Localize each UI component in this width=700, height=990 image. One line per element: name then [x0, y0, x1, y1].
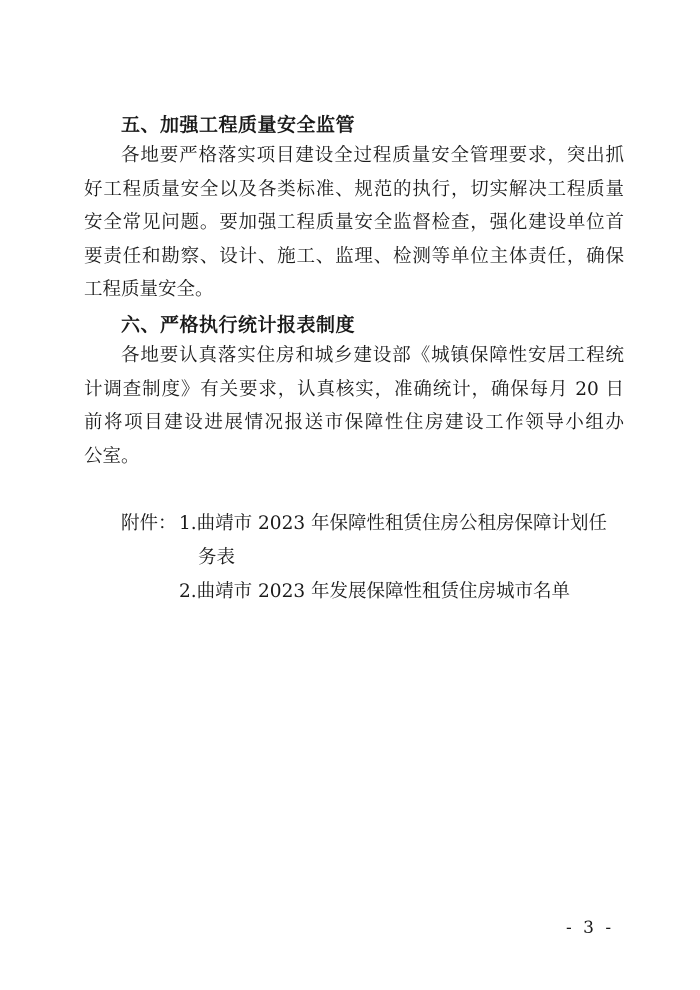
paragraph-line: 要责任和勘察、设计、施工、监理、检测等单位主体责任，确保	[84, 245, 624, 267]
paragraph-line: 工程质量安全。	[84, 279, 214, 300]
paragraph-line: 各地要认真落实住房和城乡建设部《城镇保障性安居工程统	[121, 345, 624, 366]
page-number: - 3 -	[566, 918, 615, 938]
paragraph-line: 公室。	[84, 445, 140, 467]
attachment-item-1-line-1: 1.曲靖市 2023 年保障性租赁住房公租房保障计划任	[179, 513, 607, 534]
paragraph-line: 各地要严格落实项目建设全过程质量安全管理要求，突出抓	[121, 145, 624, 166]
paragraph-line: 安全常见问题。要加强工程质量安全监督检查，强化建设单位首	[84, 212, 624, 233]
attachment-item-2: 2.曲靖市 2023 年发展保障性租赁住房城市名单	[179, 581, 570, 602]
section-5-heading: 五、加强工程质量安全监管	[121, 114, 356, 136]
paragraph-line: 前将项目建设进展情况报送市保障性住房建设工作领导小组办	[84, 412, 624, 433]
attachments-label: 附件：	[121, 513, 177, 534]
section-5-paragraph	[84, 139, 624, 307]
section-6-heading: 六、严格执行统计报表制度	[121, 314, 356, 336]
attachment-item-1-line-2: 务表	[198, 547, 236, 568]
section-6-paragraph	[84, 339, 624, 473]
paragraph-line: 计调查制度》有关要求，认真核实，准确统计，确保每月 20 日	[84, 378, 624, 400]
paragraph-line: 好工程质量安全以及各类标准、规范的执行，切实解决工程质量	[84, 178, 624, 200]
